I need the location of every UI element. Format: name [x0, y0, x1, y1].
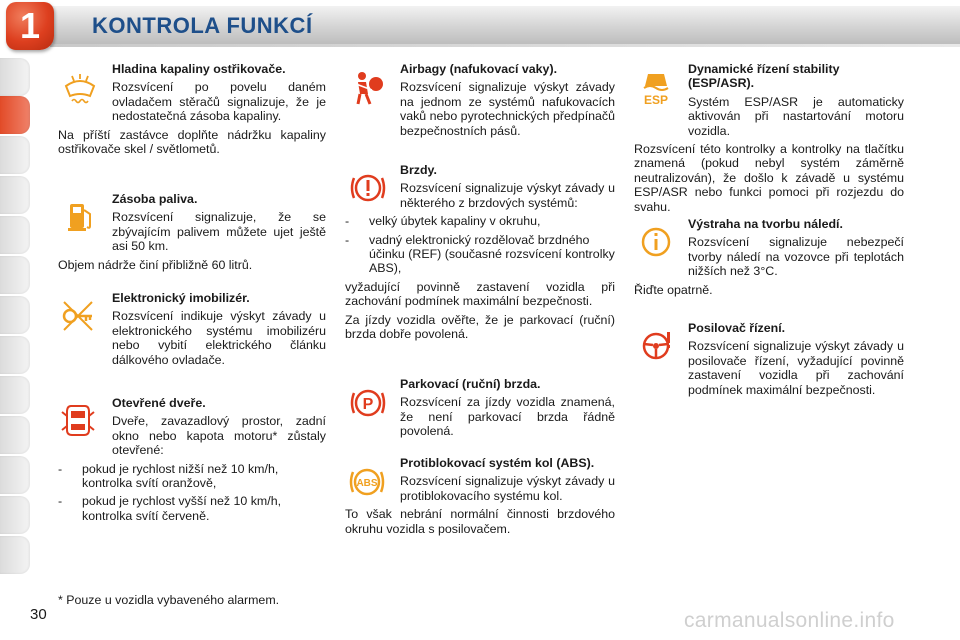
section-title: Elektronický imobilizér. — [112, 291, 250, 305]
chapter-tab[interactable] — [0, 176, 30, 214]
section-text: vyžadující povinně zastavení vozidla při zachování podmínek maximální bezpečnosti. — [345, 279, 615, 309]
chapter-badge: 1 — [6, 2, 54, 50]
section-text: To však nebrání normální činnosti brzdového okruhu vozidla s posilovačem. — [345, 507, 615, 536]
chapter-tab[interactable] — [0, 256, 30, 294]
section-title: Posilovač řízení. — [688, 321, 786, 335]
section-title: Zásoba paliva. — [112, 192, 198, 206]
chapter-tab[interactable] — [0, 496, 30, 534]
page-number: 30 — [30, 606, 47, 623]
section-title: Otevřené dveře. — [112, 396, 206, 410]
section-text: Rozsvícení signalizuje výskyt závady u posilovače řízení, vyžadující povinně zastavení vozidla při zachování podmínek maximální bezpečnosti. — [688, 339, 904, 397]
watermark: carmanualsonline.info — [684, 609, 895, 632]
chapter-tab[interactable] — [0, 136, 30, 174]
footnote: * Pouze u vozidla vybaveného alarmem. — [58, 593, 280, 607]
chapter-tab[interactable] — [0, 416, 30, 454]
section-title: Airbagy (nafukovací vaky). — [400, 62, 558, 76]
parking-section — [345, 377, 615, 439]
section-text: Rozsvícení za jízdy vozidla znamená, že není parkovací brzda řádně povolená. — [400, 395, 615, 439]
section-text: Systém ESP/ASR je automaticky aktivován při nastartování motoru vozidla. — [688, 94, 904, 138]
chapter-tab[interactable] — [0, 58, 30, 96]
airbags-section — [345, 62, 615, 138]
section-text: Objem nádrže činí přibližně 60 litrů. — [58, 257, 253, 272]
page-header — [0, 0, 960, 50]
abs-section — [345, 456, 615, 536]
section-title: Výstraha na tvorbu náledí. — [688, 217, 843, 231]
list-item: - pokud je rychlost nižší než 10 km/h, kontrolka svítí oranžově, — [58, 461, 279, 491]
page-title: KONTROLA FUNKCÍ — [92, 13, 313, 38]
chapter-tab-active[interactable] — [0, 96, 30, 134]
svg-text:P: P — [362, 396, 374, 413]
section-text: Rozsvícení této kontrolky a kontrolky na tlačítku znamená (pokud nebyl systém záměrně neutralizován), že došlo k závadě u systému ESP/ASR nebo funkci pomoci při rozjezdu do svahu. — [634, 142, 904, 214]
list-item: - velký úbytek kapaliny v okruhu, — [345, 214, 541, 229]
section-text: Rozsvícení indikuje výskyt závady u elektronického systému imobilizéru nebo vybití elektrického článku dálkového ovladače. — [112, 309, 326, 367]
ice-section — [634, 217, 904, 297]
section-text: Rozsvícení signalizuje, že se zbývajícím palivem můžete ujet ještě asi 50 km. — [112, 210, 326, 254]
section-title: Parkovací (ruční) brzda. — [400, 377, 541, 391]
section-title: Hladina kapaliny ostřikovače. — [112, 62, 286, 76]
section-text: Rozsvícení signalizuje výskyt závady u protiblokovacího systému kol. — [400, 474, 615, 503]
section-text: Rozsvícení signalizuje nebezpečí tvorby náledí na vozovce při teplotách nižších než 3°C. — [688, 235, 904, 279]
section-text: Řiďte opatrně. — [634, 282, 713, 297]
chapter-tab[interactable] — [0, 536, 30, 574]
section-text: Rozsvícení po povelu daném ovladačem stěračů signalizuje, že je nedostatečná zásoba kapaliny. — [112, 80, 326, 124]
section-text: Za jízdy vozidla ověřte, že je parkovací (ruční) brzda dobře povolená. — [345, 312, 615, 342]
list-item: - pokud je rychlost vyšší než 10 km/h, kontrolka svítí červeně. — [58, 494, 282, 523]
washer-section — [58, 62, 326, 156]
section-text: Dveře, zavazadlový prostor, zadní okno nebo kapota motoru* zůstaly otevřené: — [112, 414, 326, 458]
section-text: Na příští zastávce doplňte nádržku kapaliny ostřikovače skel / světlometů. — [58, 127, 326, 157]
immobiliser-section — [58, 291, 326, 367]
list-item: - vadný elektronický rozdělovač brzdného účinku (REF) (současné rozsvícení kontrolky ABS), — [345, 232, 615, 276]
fuel-section — [58, 192, 326, 272]
section-text: Rozsvícení signalizuje výskyt závady u některého z brzdových systémů: — [400, 181, 615, 210]
section-title: Brzdy. — [400, 163, 437, 177]
chapter-tab[interactable] — [0, 336, 30, 374]
doors-section — [58, 396, 326, 523]
section-title: Dynamické řízení stability (ESP/ASR). — [688, 62, 840, 91]
chapter-tab[interactable] — [0, 376, 30, 414]
chapter-tab[interactable] — [0, 216, 30, 254]
section-title: Protiblokovací systém kol (ABS). — [400, 456, 595, 470]
svg-text:ESP: ESP — [643, 93, 669, 107]
chapter-tab[interactable] — [0, 456, 30, 494]
steering-section — [634, 321, 904, 397]
svg-text:ABS: ABS — [356, 478, 378, 489]
brakes-section — [345, 163, 615, 341]
chapter-tab[interactable] — [0, 296, 30, 334]
esp-section — [634, 62, 904, 214]
section-text: Rozsvícení signalizuje výskyt závady na jednom ze systémů nafukovacích vaků nebo pyrotechnických předpínačů bezpečnostních pásů. — [400, 80, 615, 138]
